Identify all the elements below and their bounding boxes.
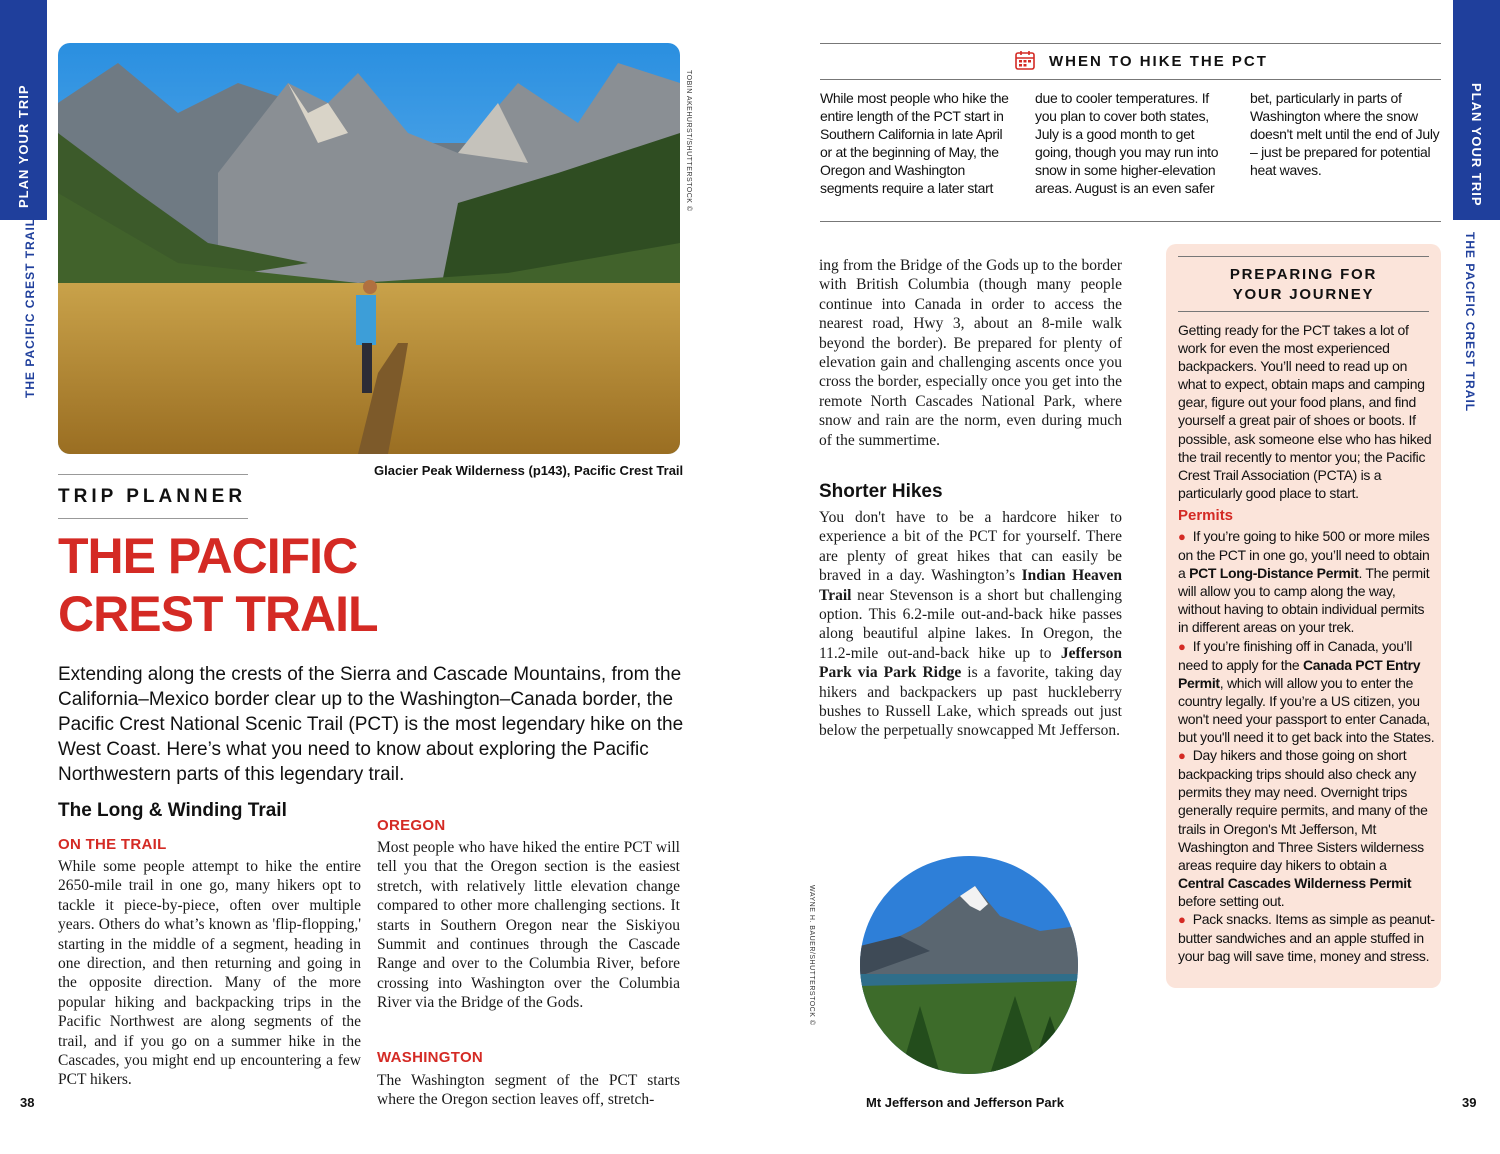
- when-col-2: due to cooler temperatures. If you plan to cover both states, July is a good month to get going, though you may run into snow in some higher-elevation areas. August is an even safer: [1035, 90, 1219, 197]
- washington-heading: WASHINGTON: [377, 1049, 484, 1066]
- permits-list: [1178, 527, 1435, 965]
- sidebar-title-line-2: YOUR JOURNEY: [1232, 286, 1375, 303]
- left-tab-plan-label: PLAN YOUR TRIP: [16, 84, 31, 208]
- sidebar-rule-top: [1178, 256, 1429, 257]
- left-tab-chapter-label: THE PACIFIC CREST TRAIL: [23, 217, 37, 398]
- on-the-trail-text: While some people attempt to hike the entire 2650-mile trail in one go, many hikers opt to tackle it piece-by-piece, often over multiple years. Others do what’s known as 'flip-flopping,' starting in the middle of a segment, heading in one direction, and then returning and going in the opposite direction. Many of the more popular hiking and backpacking trips in the Pacific Northwest are along segments of the trail, and if you go on a summer hike in the Cascades, you might end up encountering a few PCT hikers.: [58, 858, 361, 1089]
- oregon-text: Most people who have hiked the entire PCT will tell you that the Oregon section is the easiest stretch, with relatively little elevation change compared to other more challenging sections. It starts in Southern Oregon near the Siskiyou Summit and continues through the Cascade Range and over to the Columbia River, before crossing into Washington over the Columbia River via the Bridge of the Gods.: [377, 839, 680, 1012]
- right-tab-plan-label: PLAN YOUR TRIP: [1469, 83, 1484, 207]
- page-number-left: 38: [20, 1095, 35, 1110]
- sidebar-intro: Getting ready for the PCT takes a lot of work for even the most experienced backpackers. You’ll need to read up on what to expect, obtain maps and camping gear, figure out your food plans, and find yourself a great pair of shoes or boots. If possible, ask someone else who has hiked the trail recently to mentor you; the Pacific Crest Trail Association (PCTA) is a particularly good place to start.: [1178, 322, 1432, 501]
- washington-continued-text: ing from the Bridge of the Gods up to the border with British Columbia (though many people continue into Canada in order to access the nearest road, Hwy 3, about an 8-mile walk beyond the border). Be prepared for plenty of elevation gain and challenging ascents once you cross the border, especially once you get into the remote North Cascades National Park, where snow and rain are the norm, even during much of the summertime.: [819, 257, 1122, 449]
- section-heading-long-winding: The Long & Winding Trail: [58, 800, 287, 821]
- when-box-rule-bottom: [820, 221, 1441, 222]
- permit-bullet-3: ● Day hikers and those going on short backpacking trips should also check any permits they may need. Overnight trips generally require permits, and many of the trails in Oregon's Mt Jefferson, Mt Washington and Three Sisters wilderness areas require day hikers to obtain a Central Cascades Wilderness Permit before setting out.: [1178, 747, 1428, 909]
- sidebar-title-line-1: PREPARING FOR: [1229, 266, 1378, 283]
- glacier-peak-photo: [58, 43, 680, 454]
- kicker-rule-top: [58, 474, 248, 475]
- when-col-3: bet, particularly in parts of Washington where the snow doesn't melt until the end of July – just be prepared for potential heat waves.: [1250, 90, 1440, 179]
- bullet-dot-icon: ●: [1178, 911, 1186, 927]
- page-title: [58, 527, 658, 643]
- glacier-peak-illustration: [58, 43, 680, 454]
- when-to-hike-title: WHEN TO HIKE THE PCT: [1049, 53, 1268, 70]
- right-tab-chapter-label: THE PACIFIC CREST TRAIL: [1463, 232, 1477, 413]
- oregon-heading: OREGON: [377, 817, 446, 834]
- shorter-hikes-part-2: near Stevenson is a short but challenging option. This 6.2-mile out-and-back hike passes along beautiful alpine lakes. In Oregon, the 11.2-mile out-and-back hike up to: [819, 586, 1122, 662]
- title-line-2: CREST TRAIL: [58, 586, 378, 642]
- shorter-hikes-part-3: is a favorite, taking day hikers and backpackers up past huckleberry bushes to Russell Lake, which spreads out just below the perpetually snowcapped Mt Jefferson.: [819, 664, 1122, 740]
- bullet-dot-icon: ●: [1178, 748, 1186, 764]
- permit-bullet-1: ● If you’re going to hike 500 or more miles on the PCT in one go, you’ll need to obtain a PCT Long-Distance Permit. The permit will allow you to camp along the way, without having to obtain individual permits in different areas on your trek.: [1178, 528, 1430, 636]
- indian-heaven-trail: Indian Heaven Trail: [819, 567, 1123, 604]
- permit-bullet-2: ● If you’re finishing off in Canada, you’ll need to apply for the Canada PCT Entry Permit, which will allow you to enter the country legally. If you’re a US citizen, you won't need your passport to enter Canada, but you'll need it to get back into the States.: [1178, 637, 1435, 746]
- photo-credit-left: TOBIN AKEHURST/SHUTTERSTOCK ©: [685, 70, 692, 212]
- sidebar-rule-bottom: [1178, 311, 1429, 312]
- shorter-hikes-part-1: You don't have to be a hardcore hiker to experience a bit of the PCT for yourself. There are plenty of great hikes that can easily be braved in a day. Washington’s: [819, 509, 1122, 585]
- jefferson-park-trail: Jefferson Park via Park Ridge: [819, 644, 1122, 682]
- when-box-rule-mid: [820, 79, 1441, 80]
- mt-jefferson-photo: [860, 856, 1078, 1074]
- photo-caption-right: Mt Jefferson and Jefferson Park: [866, 1095, 1064, 1110]
- mt-jefferson-illustration: [860, 856, 1078, 1074]
- page-number-right: 39: [1462, 1095, 1477, 1110]
- photo-caption-left: Glacier Peak Wilderness (p143), Pacific Crest Trail: [374, 463, 684, 478]
- permit-bullet-4: ● Pack snacks. Items as simple as peanut-butter sandwiches and an apple stuffed in your bag will save time, money and stress.: [1178, 910, 1435, 965]
- bullet-dot-icon: ●: [1178, 638, 1186, 654]
- bullet-dot-icon: ●: [1178, 529, 1186, 544]
- on-the-trail-heading: ON THE TRAIL: [58, 836, 167, 853]
- kicker-rule-bottom: [58, 518, 248, 519]
- photo-credit-right: WAYNE H. BAUER/SHUTTERSTOCK ©: [808, 885, 815, 1026]
- kicker-label: TRIP PLANNER: [58, 486, 247, 507]
- calendar-icon: [1014, 49, 1036, 71]
- shorter-hikes-text: [819, 508, 1122, 741]
- lead-paragraph: Extending along the crests of the Sierra and Cascade Mountains, from the California–Mexico border clear up to the Washington–Canada border, the Pacific Crest National Scenic Trail (PCT) is the most legendary hike on the West Coast. Here’s what you need to know about exploring the Pacific Northwestern parts of this legendary trail.: [58, 664, 684, 785]
- shorter-hikes-heading: Shorter Hikes: [819, 481, 943, 502]
- sidebar-title: [1178, 265, 1429, 305]
- when-col-1: While most people who hike the entire length of the PCT start in Southern California in late April or at the beginning of May, the Oregon and Washington segments require a later start: [820, 90, 1009, 197]
- title-line-1: THE PACIFIC: [58, 528, 358, 584]
- washington-text: The Washington segment of the PCT starts where the Oregon section leaves off, stretch-: [377, 1072, 680, 1109]
- permits-heading: Permits: [1178, 507, 1234, 524]
- when-box-rule-top: [820, 43, 1441, 44]
